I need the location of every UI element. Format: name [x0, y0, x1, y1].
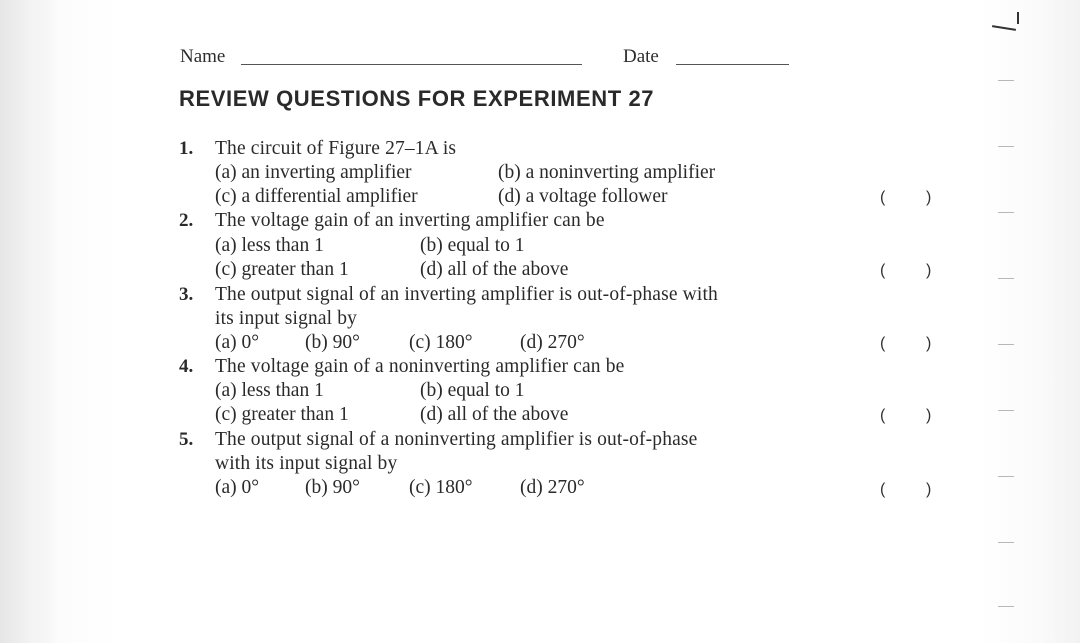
binding-mark [998, 212, 1014, 213]
option-a: (a) 0° [215, 332, 260, 353]
bracket-open: ( [880, 407, 886, 424]
binding-mark [992, 25, 1016, 31]
binding-mark [998, 476, 1014, 477]
binding-mark [998, 278, 1014, 279]
binding-mark [998, 146, 1014, 147]
option-c: (c) greater than 1 [215, 404, 349, 425]
question-number: 5. [179, 429, 194, 450]
question-number: 2. [179, 210, 194, 231]
option-d: (d) all of the above [420, 259, 569, 280]
bracket-open: ( [880, 189, 886, 206]
option-b: (b) equal to 1 [420, 235, 525, 256]
name-blank-line[interactable] [241, 64, 582, 65]
bracket-close: ) [926, 407, 932, 424]
bracket-open: ( [880, 335, 886, 352]
binding-mark [998, 344, 1014, 345]
option-c: (c) greater than 1 [215, 259, 349, 280]
question-number: 3. [179, 284, 194, 305]
question-number: 4. [179, 356, 194, 377]
option-d: (d) 270° [520, 477, 585, 498]
binding-mark [998, 542, 1014, 543]
binding-mark [998, 606, 1014, 607]
binding-mark [998, 80, 1014, 81]
question-text-continued: with its input signal by [215, 453, 398, 474]
option-d: (d) a voltage follower [498, 186, 668, 207]
option-a: (a) 0° [215, 477, 260, 498]
option-d: (d) all of the above [420, 404, 569, 425]
bracket-close: ) [926, 335, 932, 352]
option-c: (c) 180° [409, 477, 473, 498]
question-text: The output signal of a noninverting amplifier is out-of-phase [215, 429, 698, 450]
option-b: (b) a noninverting amplifier [498, 162, 716, 183]
binding-mark [998, 410, 1014, 411]
option-a: (a) an inverting amplifier [215, 162, 412, 183]
option-c: (c) a differential amplifier [215, 186, 418, 207]
date-blank-line[interactable] [676, 64, 789, 65]
page-title: REVIEW QUESTIONS FOR EXPERIMENT 27 [179, 86, 655, 111]
name-label: Name [180, 46, 226, 67]
option-c: (c) 180° [409, 332, 473, 353]
binding-mark [1017, 12, 1019, 24]
bracket-close: ) [926, 189, 932, 206]
option-a: (a) less than 1 [215, 380, 324, 401]
bracket-close: ) [926, 262, 932, 279]
page-edge-shadow [0, 0, 56, 643]
question-text: The voltage gain of a noninverting amplifier can be [215, 356, 625, 377]
option-b: (b) 90° [305, 477, 360, 498]
question-text: The voltage gain of an inverting amplifier can be [215, 210, 605, 231]
bracket-open: ( [880, 481, 886, 498]
date-label: Date [623, 46, 659, 67]
option-a: (a) less than 1 [215, 235, 324, 256]
bracket-close: ) [926, 481, 932, 498]
option-b: (b) 90° [305, 332, 360, 353]
question-text-continued: its input signal by [215, 308, 358, 329]
question-number: 1. [179, 138, 194, 159]
option-b: (b) equal to 1 [420, 380, 525, 401]
question-text: The circuit of Figure 27–1A is [215, 138, 457, 159]
bracket-open: ( [880, 262, 886, 279]
option-d: (d) 270° [520, 332, 585, 353]
question-text: The output signal of an inverting amplifier is out-of-phase with [215, 284, 718, 305]
